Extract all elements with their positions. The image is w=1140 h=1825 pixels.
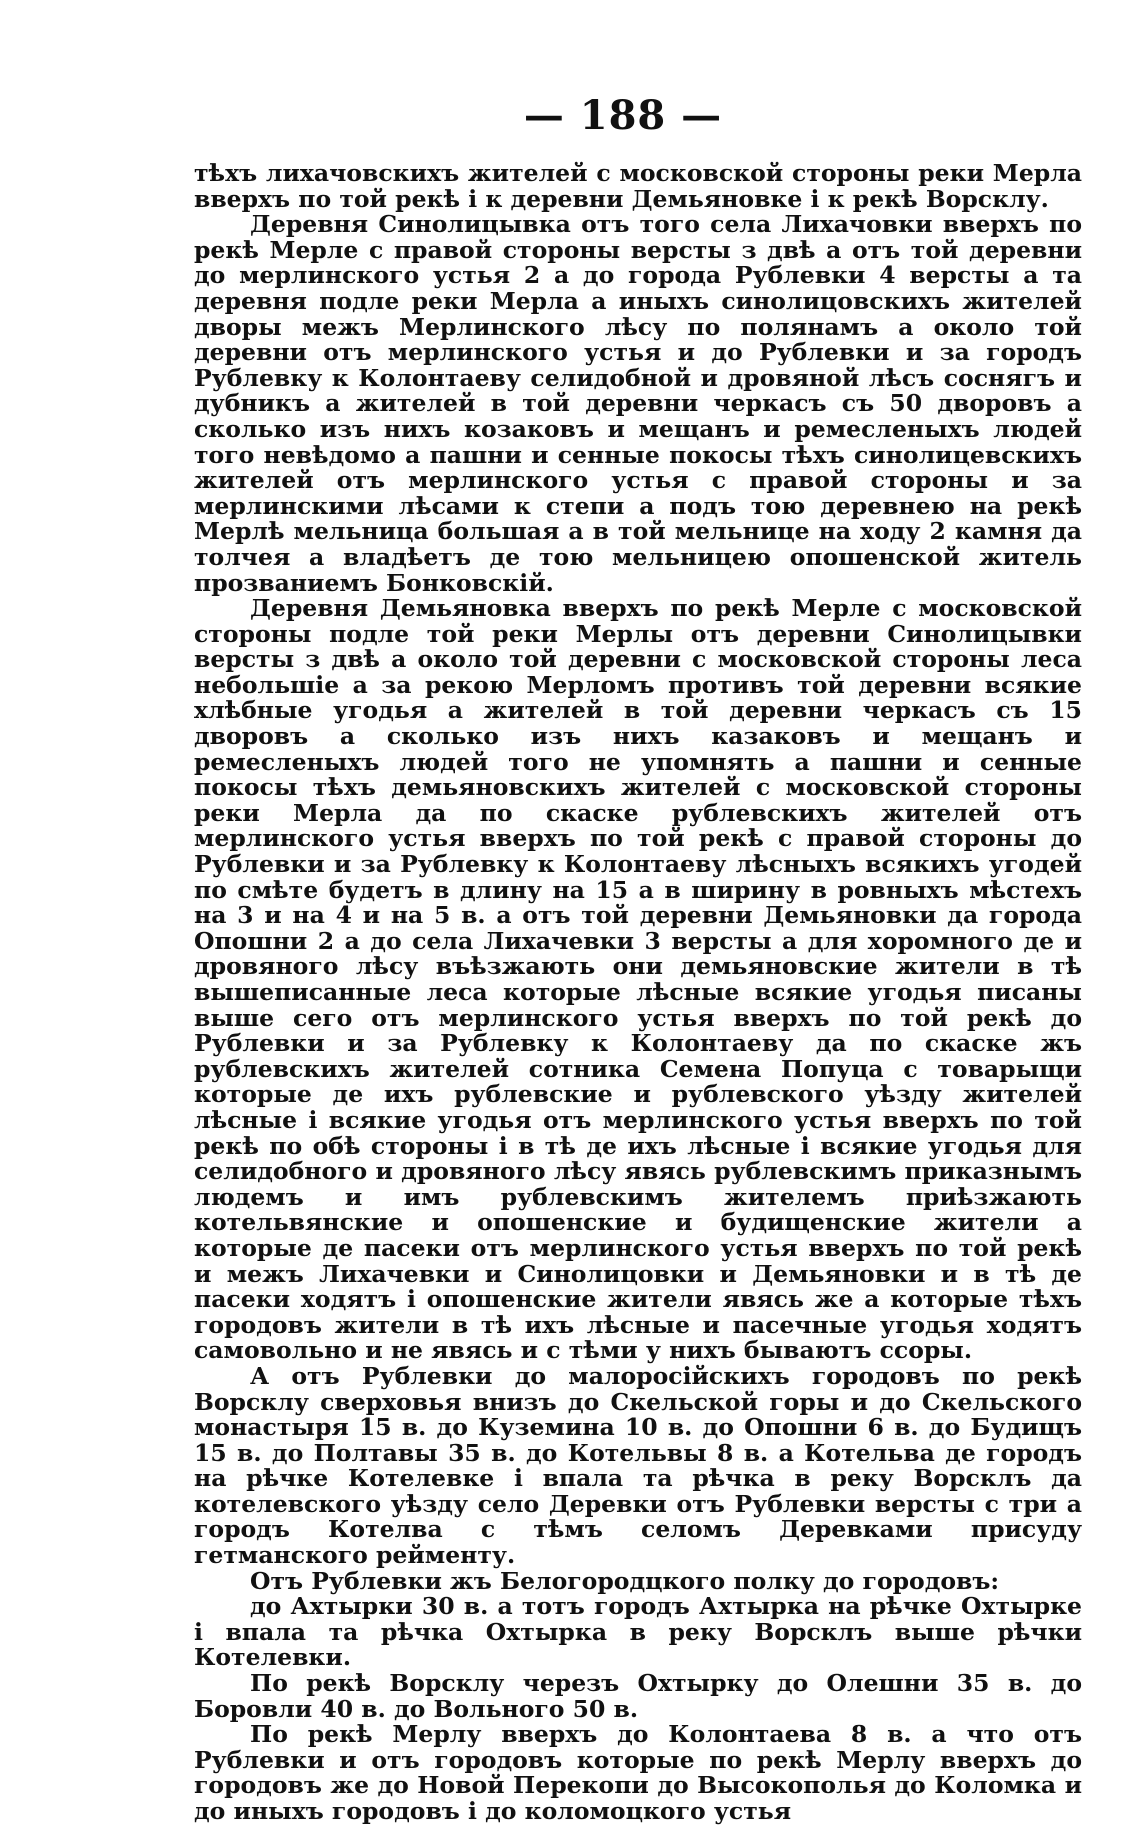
body-text	[194, 161, 1082, 1825]
paragraph-3: Деревня Демьяновка вверхъ по рекѣ Мерле с московской стороны подле той реки Мерлы отъ деревни Синолицывки версты з двѣ а около той деревни с московской стороны леса небольшіе а за рекою Мерломъ противъ той деревни всякие хлѣбные угодья а жителей в той деревни черкасъ съ 15 дворовъ а сколько изъ нихъ казаковъ и мещанъ и ремесленыхъ людей того не упомнять а пашни и сенные покосы тѣхъ демьяновскихъ жителей с московской стороны реки Мерла да по скаске рублевскихъ жителей отъ мерлинского устья вверхъ по той рекѣ с правой стороны до Рублевки и за Рублевку к Колонтаеву лѣсныхъ всякихъ угодей по смѣте будетъ в длину на 15 а в ширину в ровныхъ мѣстехъ на 3 и на 4 и на 5 в. а отъ той деревни Демьяновки да города Опошни 2 а до села Лихачевки 3 версты а для хоромного де и дровяного лѣсу въѣзжають они демьяновские жители в тѣ вышеписанные леса которые лѣсные всякие угодья писаны выше сего отъ мерлинского устья вверхъ по той рекѣ до Рублевки и за Рублевку к Колонтаеву да по скаске жъ рублевскихъ жителей сотника Семена Попуца с товарыщи которые де ихъ рублевские и рублевского уѣзду жителей лѣсные і всякие угодья отъ мерлинского устья вверхъ по той рекѣ по обѣ стороны і в тѣ де ихъ лѣсные і всякие угодья для селидобного и дровяного лѣсу явясь рублевскимъ приказнымъ людемъ и имъ рублевскимъ жителемъ приѣзжають котельвянские и опошенские и будищенские жители а которые де пасеки отъ мерлинского устья вверхъ по той рекѣ и межъ Лихачевки и Синолицовки и Демьяновки и в тѣ де пасеки ходятъ і опошенские жители явясь же а которые тѣхъ городовъ жители в тѣ ихъ лѣсные и пасечные угодья ходятъ самовольно и не явясь и с тѣми у нихъ бываютъ ссоры.	[194, 594, 1082, 1365]
paragraph-2: Деревня Синолицывка отъ того села Лихачовки вверхъ по рекѣ Мерле с правой стороны версты з двѣ а отъ той деревни до мерлинского устья 2 а до города Рублевки 4 версты а та деревня подле реки Мерла а иныхъ синолицовскихъ жителей дворы межъ Мерлинского лѣсу по полянамъ а около той деревни отъ мерлинского устья и до Рублевки и за городъ Рублевку к Колонтаеву селидобной и дровяной лѣсъ соснягъ и дубникъ а жителей в той деревни черкасъ съ 50 дворовъ а сколько изъ нихъ козаковъ и мещанъ и ремесленыхъ людей того невѣдомо а пашни и сенные покосы тѣхъ синолицевскихъ жителей отъ мерлинского устья с правой стороны и за мерлинскими лѣсами к степи а подъ тою деревнею на рекѣ Мерлѣ мельница большая а в той мельнице на ходу 2 камня да толчея а владѣетъ де тою мельницею опошенской житель прозваниемъ Бонковскій.	[194, 210, 1082, 597]
paragraph-5: Отъ Рублевки жъ Белогородцкого полку до городовъ:	[250, 1566, 1000, 1595]
paragraph-1: тѣхъ лихачовскихъ жителей с московской стороны реки Мерла вверхъ по той рекѣ і к деревни Демьяновке і к рекѣ Ворсклу.	[194, 159, 1082, 213]
page-number: — 188 —	[523, 92, 723, 139]
paragraph-8: По рекѣ Мерлу вверхъ до Колонтаева 8 в. а что отъ Рублевки и отъ городовъ которые по рекѣ Мерлу вверхъ до городовъ же до Новой Перекопи до Высокополья до Коломка и до иныхъ городовъ і до коломоцкого устья	[194, 1720, 1082, 1825]
paragraph-4: А отъ Рублевки до малоросійскихъ городовъ по рекѣ Ворсклу сверховья внизъ до Скельской горы и до Скельского монастыря 15 в. до Куземина 10 в. до Опошни 6 в. до Будищъ 15 в. до Полтавы 35 в. до Котельвы 8 в. а Котельва де городъ на рѣчке Котелевке і впала та рѣчка в реку Ворсклъ да котелевского уѣзду село Деревки отъ Рублевки версты с три а городъ Котелва с тѣмъ селомъ Деревками присуду гетманского рейменту.	[194, 1361, 1082, 1570]
paragraph-7: По рекѣ Ворсклу черезъ Охтырку до Олешни 35 в. до Боровли 40 в. до Вольного 50 в.	[194, 1669, 1082, 1723]
paragraph-6: до Ахтырки 30 в. а тотъ городъ Ахтырка на рѣчке Охтырке і впала та рѣчка Охтырка в реку Ворсклъ выше рѣчки Котелевки.	[194, 1592, 1082, 1672]
